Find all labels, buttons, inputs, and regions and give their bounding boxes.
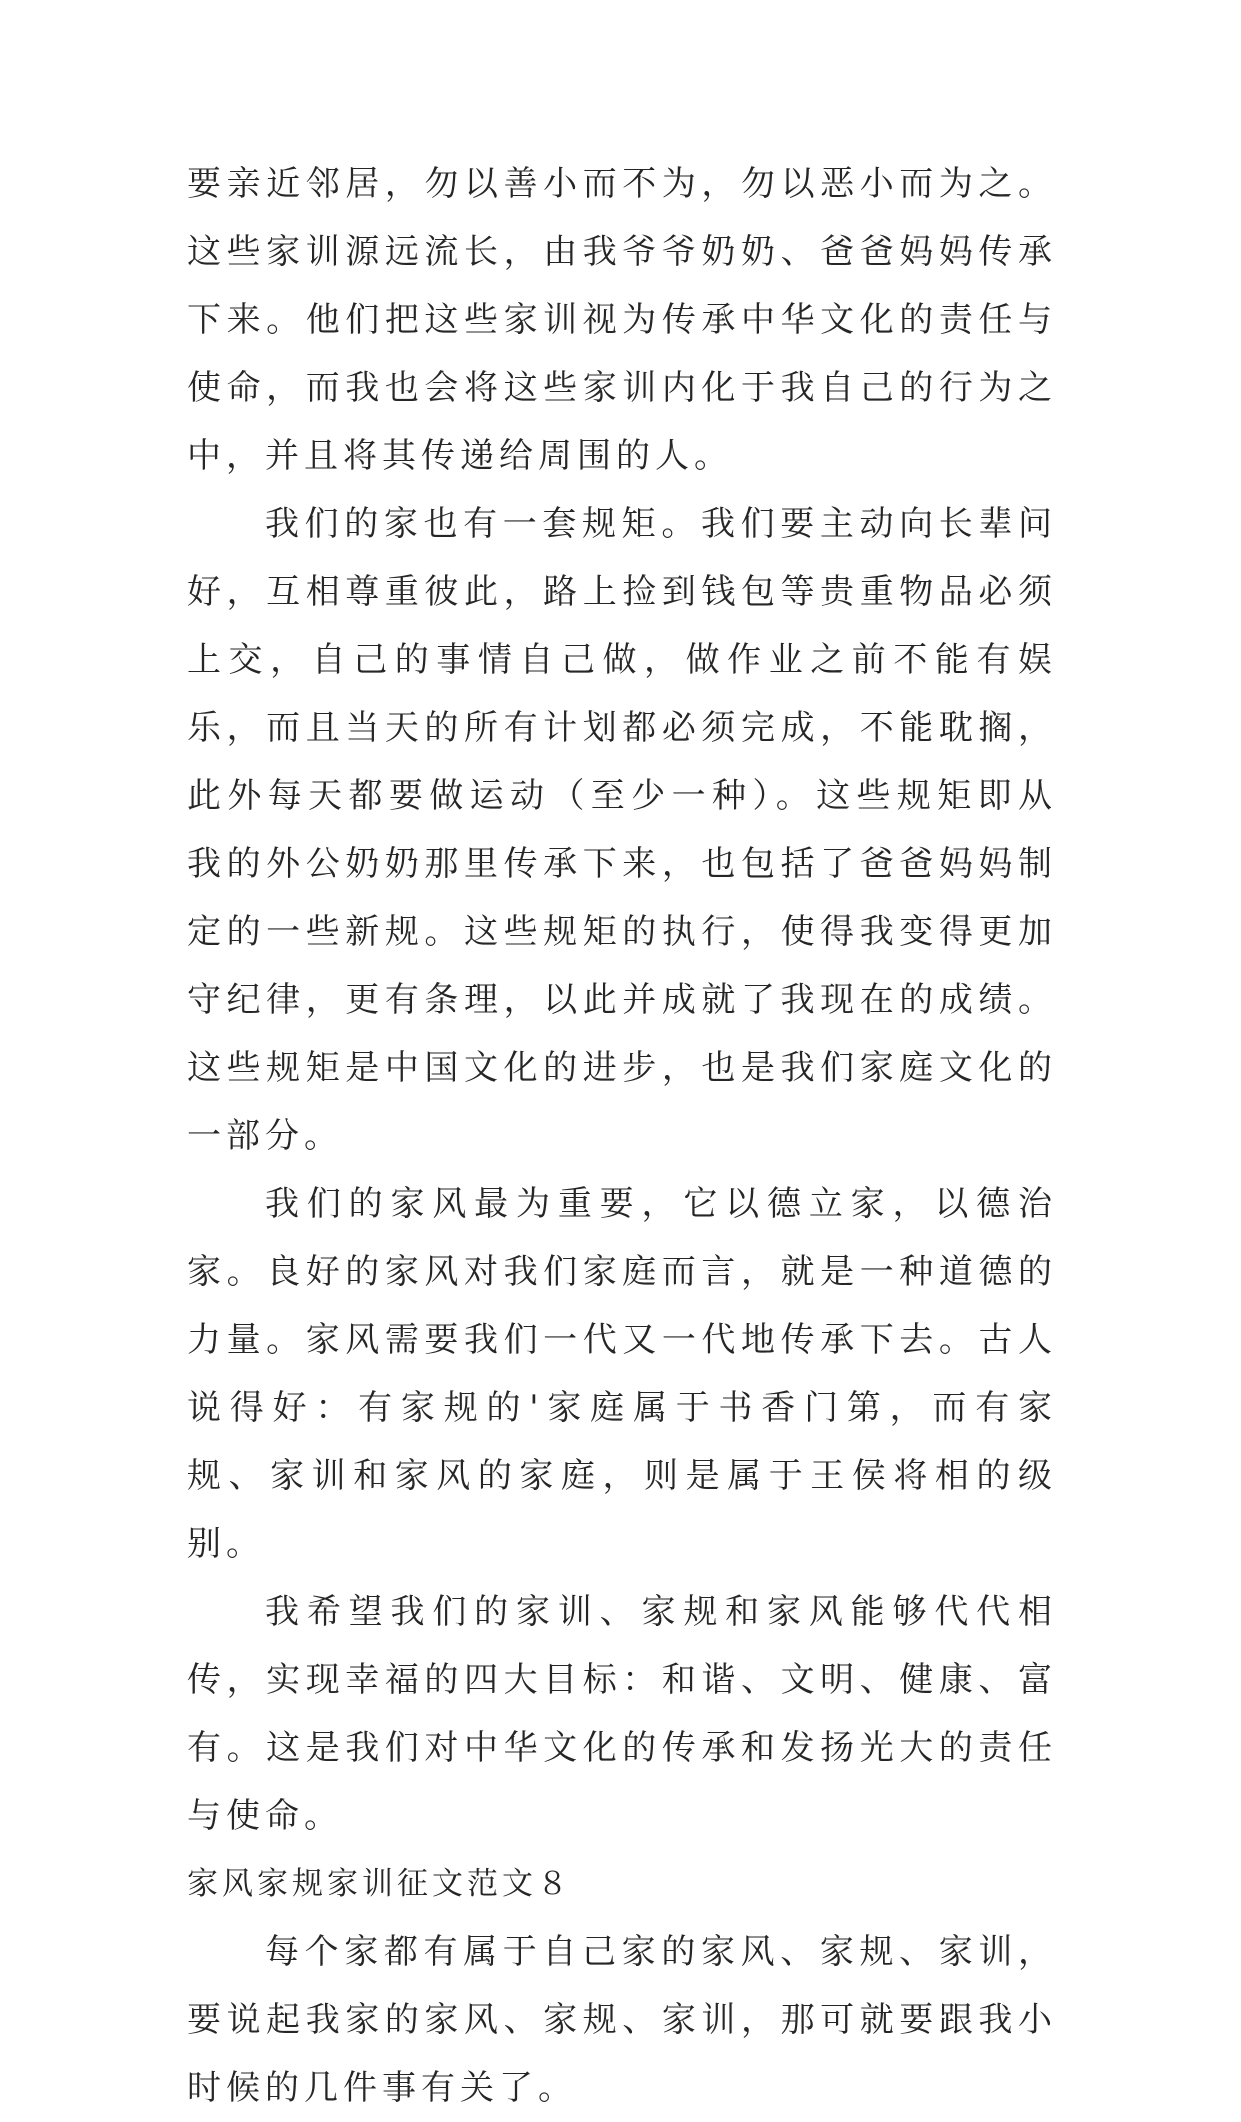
paragraph-hopes: 我希望我们的家训、家规和家风能够代代相传，实现幸福的四大目标：和谐、文明、健康、富有。这是我们对中华文化的传承和发扬光大的责任与使命。 <box>187 1592 1057 1836</box>
section-heading: 家风家规家训征文范文８ <box>187 1866 572 1902</box>
paragraph-family-teachings: 要亲近邻居，勿以善小而不为，勿以恶小而为之。这些家训源远流长，由我爷爷奶奶、爸爸妈妈传承下来。他们把这些家训视为传承中华文化的责任与使命，而我也会将这些家训内化于我自己的行为之中，并且将其传递给周围的人。 <box>187 164 1057 476</box>
paragraph-family-rules: 我们的家也有一套规矩。我们要主动向长辈问好，互相尊重彼此，路上捡到钱包等贵重物品必须上交，自己的事情自己做，做作业之前不能有娱乐，而且当天的所有计划都必须完成，不能耽搁，此外每天都要做运动（至少一种）。这些规矩即从我的外公奶奶那里传承下来，也包括了爸爸妈妈制定的一些新规。这些规矩的执行，使得我变得更加守纪律，更有条理，以此并成就了我现在的成绩。这些规矩是中国文化的进步，也是我们家庭文化的一部分。 <box>187 504 1057 1156</box>
paragraph-essay-opening: 每个家都有属于自己家的家风、家规、家训，要说起我家的家风、家规、家训，那可就要跟我小时候的几件事有关了。 <box>187 1932 1057 2108</box>
document-body <box>187 150 1057 2122</box>
paragraph-family-style: 我们的家风最为重要，它以德立家，以德治家。良好的家风对我们家庭而言，就是一种道德的力量。家风需要我们一代又一代地传承下去。古人说得好：有家规的'家庭属于书香门第，而有家规、家训和家风的家庭，则是属于王侯将相的级别。 <box>187 1184 1057 1564</box>
